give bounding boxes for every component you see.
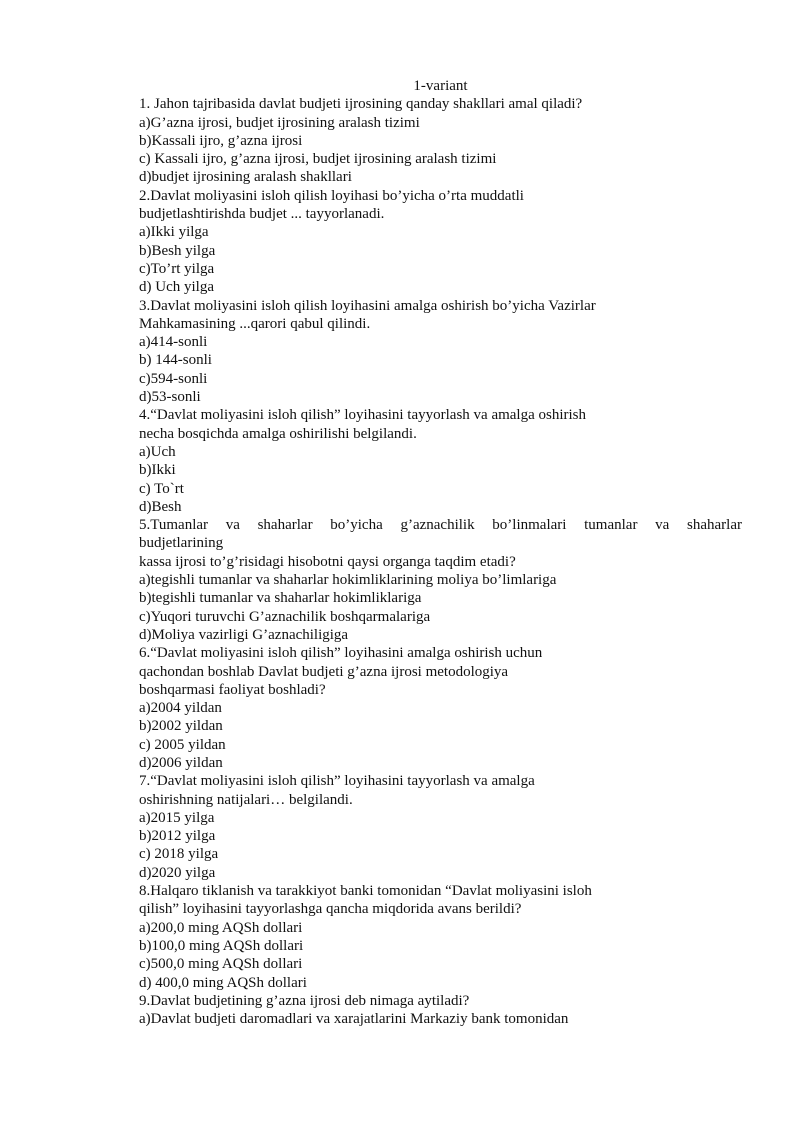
answer-option: a)G’azna ijrosi, budjet ijrosining aralash tizimi <box>139 114 420 131</box>
question-line: 5.Tumanlar va shaharlar bo’yicha g’aznachilik bo’linmalari tumanlar va shaharlar <box>139 517 742 534</box>
question-text <box>139 187 742 224</box>
question-line: 1. Jahon tajribasida davlat budjeti ijrosining qanday shakllari amal qiladi? <box>139 96 583 113</box>
answer-option: c)To’rt yilga <box>139 260 215 277</box>
answer-option: c) Kassali ijro, g’azna ijrosi, budjet ijrosining aralash tizimi <box>139 151 497 168</box>
question-line: 8.Halqaro tiklanish va tarakkiyot banki tomonidan “Davlat moliyasini isloh <box>139 883 592 900</box>
question-text <box>139 516 742 571</box>
answer-option: c)594-sonli <box>139 370 208 387</box>
answer-option: b)2002 yildan <box>139 718 223 735</box>
answer-option: b)2012 yilga <box>139 828 216 845</box>
answer-option: a)414-sonli <box>139 334 208 351</box>
answer-option: b)Ikki <box>139 462 176 479</box>
answer-option: c) 2005 yildan <box>139 736 226 753</box>
answer-option: b)tegishli tumanlar va shaharlar hokimliklariga <box>139 590 422 607</box>
answer-option: d)Besh <box>139 498 182 515</box>
question-line: kassa ijrosi to’g’risidagi hisobotni qaysi organga taqdim etadi? <box>139 553 516 570</box>
question-line: 4.“Davlat moliyasini isloh qilish” loyihasini tayyorlash va amalga oshirish <box>139 407 587 424</box>
question-block <box>139 772 742 882</box>
answer-option: b) 144-sonli <box>139 352 212 369</box>
answer-option: a)Davlat budjeti daromadlari va xarajatlarini Markaziy bank tomonidan <box>139 1011 569 1028</box>
question-list <box>139 95 742 1028</box>
question-text <box>139 95 742 113</box>
answer-option: c) To`rt <box>139 480 184 497</box>
question-line: budjetlashtirishda budjet ... tayyorlanadi. <box>139 206 385 223</box>
question-line: 7.“Davlat moliyasini isloh qilish” loyihasini tayyorlash va amalga <box>139 773 535 790</box>
question-line: necha bosqichda amalga oshirilishi belgilandi. <box>139 425 417 442</box>
question-block <box>139 406 742 516</box>
answer-option: d) 400,0 ming AQSh dollari <box>139 974 307 991</box>
question-text <box>139 882 742 919</box>
answer-option: c) 2018 yilga <box>139 846 219 863</box>
question-block <box>139 882 742 992</box>
answer-option: b)Kassali ijro, g’azna ijrosi <box>139 132 303 149</box>
answer-option: d)2006 yildan <box>139 754 223 771</box>
answer-option: a)200,0 ming AQSh dollari <box>139 919 303 936</box>
question-line: 6.“Davlat moliyasini isloh qilish” loyihasini amalga oshirish uchun <box>139 645 543 662</box>
answer-option: d) Uch yilga <box>139 279 214 296</box>
answer-option: d)2020 yilga <box>139 864 216 881</box>
answer-option: a)Ikki yilga <box>139 224 209 241</box>
question-block <box>139 297 742 407</box>
answer-option: c)500,0 ming AQSh dollari <box>139 956 303 973</box>
answer-option: a)Uch <box>139 443 176 460</box>
question-text <box>139 406 742 443</box>
question-line: boshqarmasi faoliyat boshladi? <box>139 681 326 698</box>
question-line: 2.Davlat moliyasini isloh qilish loyihasi bo’yicha o’rta muddatli <box>139 187 524 204</box>
answer-option: b)100,0 ming AQSh dollari <box>139 937 304 954</box>
question-block <box>139 516 742 644</box>
answer-option: a)tegishli tumanlar va shaharlar hokimliklarining moliya bo’limlariga <box>139 572 557 589</box>
question-line: oshirishning natijalari… belgilandi. <box>139 791 353 808</box>
question-block <box>139 644 742 772</box>
question-line: Mahkamasining ...qarori qabul qilindi. <box>139 315 371 332</box>
question-line: qilish” loyihasini tayyorlashga qancha miqdorida avans berildi? <box>139 901 522 918</box>
page-title: 1-variant <box>413 78 468 94</box>
answer-option: d)budjet ijrosining aralash shakllari <box>139 169 352 186</box>
question-text <box>139 644 742 699</box>
question-text <box>139 772 742 809</box>
answer-option: d)Moliya vazirligi G’aznachiligiga <box>139 626 349 643</box>
answer-option: b)Besh yilga <box>139 242 216 259</box>
question-block <box>139 187 742 297</box>
answer-option: d)53-sonli <box>139 389 201 406</box>
question-line: 3.Davlat moliyasini isloh qilish loyihasini amalga oshirish bo’yicha Vazirlar <box>139 297 596 314</box>
question-text <box>139 992 742 1010</box>
question-block <box>139 992 742 1029</box>
answer-option: c)Yuqori turuvchi G’aznachilik boshqarmalariga <box>139 608 431 625</box>
question-line: budjetlarining <box>139 535 224 552</box>
question-block <box>139 95 742 186</box>
question-line: qachondan boshlab Davlat budjeti g’azna ijrosi metodologiya <box>139 663 509 680</box>
question-line: 9.Davlat budjetining g’azna ijrosi deb nimaga aytiladi? <box>139 992 470 1009</box>
question-text <box>139 297 742 334</box>
answer-option: a)2004 yildan <box>139 700 222 717</box>
answer-option: a)2015 yilga <box>139 809 215 826</box>
